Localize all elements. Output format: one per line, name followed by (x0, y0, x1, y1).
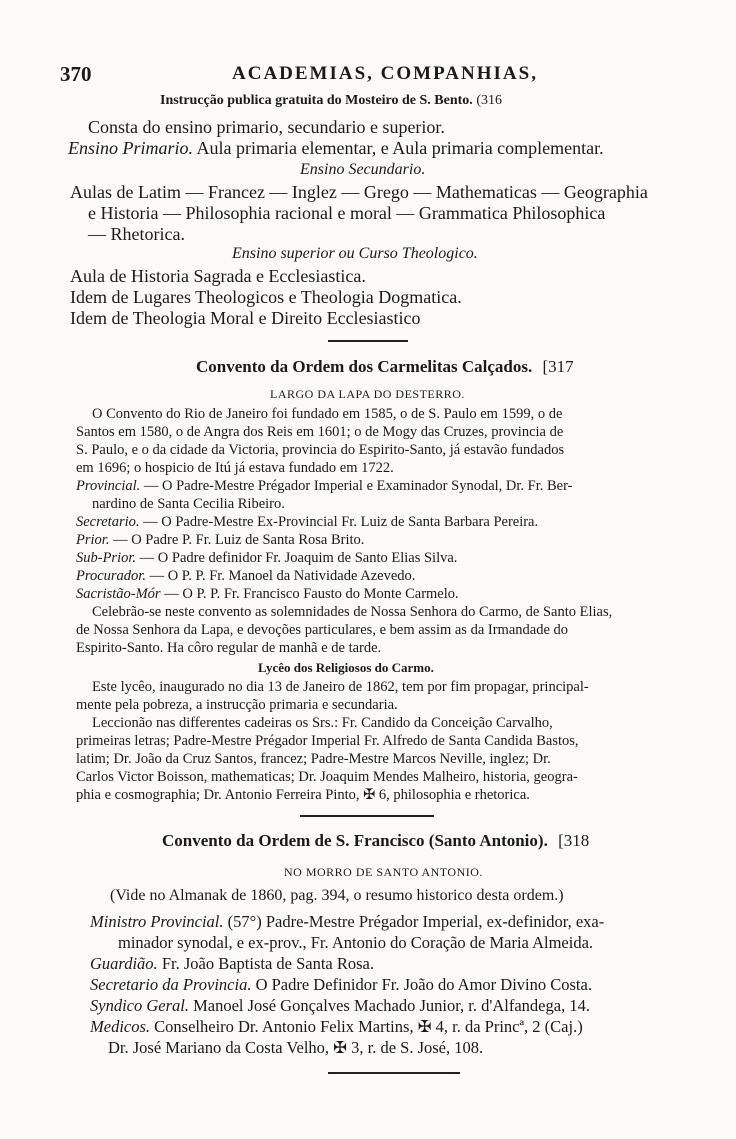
section-title-text: Convento da Ordem dos Carmelitas Calçados. (196, 357, 533, 376)
page-number: 370 (60, 62, 92, 86)
text-line: Idem de Theologia Moral e Direito Ecclesiastico (70, 308, 421, 328)
row-label: Ministro Provincial. (90, 912, 224, 931)
text-line: Idem de Lugares Theologicos e Theologia Dogmatica. (70, 287, 462, 307)
section-title-carmelitas (196, 358, 574, 375)
label-ensino-secundario: Ensino Secundario. (300, 161, 426, 178)
row-label: Syndico Geral. (90, 996, 189, 1015)
officer-label: Procurador. (76, 568, 146, 584)
text-line: e Historia — Philosophia racional e moral — Grammatica Philosophica (88, 203, 606, 223)
row-label: Secretario da Provincia. (90, 975, 252, 994)
section-number: [317 (542, 357, 574, 376)
lyceo-title: Lycêo dos Religiosos do Carmo. (258, 660, 434, 675)
text-line: latim; Dr. João da Cruz Santos, francez; Padre-Mestre Marcos Neville, inglez; Dr. (76, 751, 551, 767)
officer-text: — O P. P. Fr. Francisco Fausto do Monte Carmelo. (164, 586, 459, 602)
row-text: Conselheiro Dr. Antonio Felix Martins, ✠ 4, r. da Princª, 2 (Caj.) (154, 1017, 583, 1036)
section-number: (316 (476, 93, 502, 108)
text-line: mente pela pobreza, a instrucção primaria e secundaria. (76, 697, 398, 713)
row-line (90, 1019, 583, 1036)
note-line: (Vide no Almanak de 1860, pag. 394, o resumo historico desta ordem.) (110, 887, 564, 904)
text-line: Leccionão nas differentes cadeiras os Srs.: Fr. Candido da Conceição Carvalho, (92, 715, 553, 731)
officer-line (76, 551, 457, 566)
text-line: Santos em 1580, o de Angra dos Reis em 1601; o de Mogy das Cruzes, provincia de (76, 424, 564, 440)
text-line: Consta do ensino primario, secundario e superior. (88, 117, 445, 137)
text-line: phia e cosmographia; Dr. Antonio Ferreira Pinto, ✠ 6, philosophia e rhetorica. (76, 787, 530, 803)
section-title-franciscanos (162, 832, 589, 849)
running-head: ACADEMIAS, COMPANHIAS, (232, 63, 538, 84)
officer-line (76, 479, 572, 494)
text-line: Carlos Victor Boisson, mathematicas; Dr. Joaquim Mendes Malheiro, historia, geogra- (76, 769, 578, 785)
officer-text: — O Padre-Mestre Prégador Imperial e Examinador Synodal, Dr. Fr. Ber- (143, 478, 573, 494)
officer-text: — O Padre definidor Fr. Joaquim de Santo Elias Silva. (139, 550, 458, 566)
officer-line: nardino de Santa Cecilia Ribeiro. (92, 496, 285, 512)
divider (328, 340, 408, 342)
row-label: Medicos. (90, 1017, 151, 1036)
row-line (90, 977, 592, 994)
text-line (68, 139, 604, 157)
text-line: em 1696; o hospicio de Itú já estava fundado em 1722. (76, 460, 394, 476)
row-text: Manoel José Gonçalves Machado Junior, r. d'Alfandega, 14. (193, 996, 590, 1015)
officer-label: Prior. (76, 532, 110, 548)
row-label: Guardião. (90, 954, 158, 973)
text-line: O Convento do Rio de Janeiro foi fundado em 1585, o de S. Paulo em 1599, o de (92, 406, 563, 422)
officer-line (76, 533, 364, 548)
label-ensino-superior: Ensino superior ou Curso Theologico. (232, 245, 478, 262)
officer-line (76, 515, 538, 530)
text-line: — Rhetorica. (88, 224, 185, 244)
row-text: Fr. João Baptista de Santa Rosa. (161, 954, 375, 973)
row-line (90, 998, 590, 1015)
row-line: Dr. José Mariano da Costa Velho, ✠ 3, r. de S. José, 108. (108, 1038, 484, 1057)
section-title-mosteiro (160, 94, 502, 108)
text-line: de Nossa Senhora da Lapa, e devoções particulares, e bem assim as da Irmandade do (76, 622, 569, 638)
officer-line (76, 569, 415, 584)
row-line: minador synodal, e ex-prov., Fr. Antonio do Coração de Maria Almeida. (118, 933, 594, 952)
divider (328, 1072, 460, 1074)
text-line: primeiras letras; Padre-Mestre Prégador Imperial Fr. Alfredo de Santa Candida Bastos, (76, 733, 579, 749)
row-line (90, 956, 374, 973)
section-subtitle: LARGO DA LAPA DO DESTERRO. (270, 387, 465, 401)
divider (300, 815, 434, 817)
section-subtitle: NO MORRO DE SANTO ANTONIO. (284, 865, 483, 879)
section-title-text: Convento da Ordem de S. Francisco (Santo Antonio). (162, 831, 548, 850)
text-line: Celebrão-se neste convento as solemnidades de Nossa Senhora do Carmo, de Santo Elias, (92, 604, 613, 620)
officer-label: Sub-Prior. (76, 550, 137, 566)
section-title-text: Instrucção publica gratuita do Mosteiro de S. Bento. (160, 93, 473, 108)
officer-text: — O P. P. Fr. Manoel da Natividade Azevedo. (149, 568, 416, 584)
officer-label: Secretario. (76, 514, 140, 530)
officer-text: — O Padre-Mestre Ex-Provincial Fr. Luiz de Santa Barbara Pereira. (143, 514, 539, 530)
text-line: Espirito-Santo. Ha côro regular de manhã e de tarde. (76, 640, 382, 656)
officer-line (76, 587, 459, 602)
officer-label: Provincial. (76, 478, 141, 494)
officer-text: — O Padre P. Fr. Luiz de Santa Rosa Brito. (113, 532, 365, 548)
text-line: Este lycêo, inaugurado no dia 13 de Janeiro de 1862, tem por fim propagar, principal- (92, 679, 589, 695)
section-number: [318 (558, 831, 590, 850)
text-line: Aula de Historia Sagrada e Ecclesiastica. (70, 266, 366, 286)
text-segment: Aula primaria elementar, e Aula primaria complementar. (196, 138, 604, 158)
text-line: Aulas de Latim — Francez — Inglez — Grego — Mathematicas — Geographia (70, 182, 648, 202)
text-line: S. Paulo, e o da cidade da Victoria, provincia do Espirito-Santo, já estavão fundados (76, 442, 565, 458)
row-text: O Padre Definidor Fr. João do Amor Divino Costa. (255, 975, 592, 994)
label-ensino-primario: Ensino Primario. (68, 138, 194, 158)
officer-label: Sacristão-Mór (76, 586, 161, 602)
row-text: (57°) Padre-Mestre Prégador Imperial, ex-definidor, exa- (227, 912, 605, 931)
row-line (90, 914, 604, 931)
